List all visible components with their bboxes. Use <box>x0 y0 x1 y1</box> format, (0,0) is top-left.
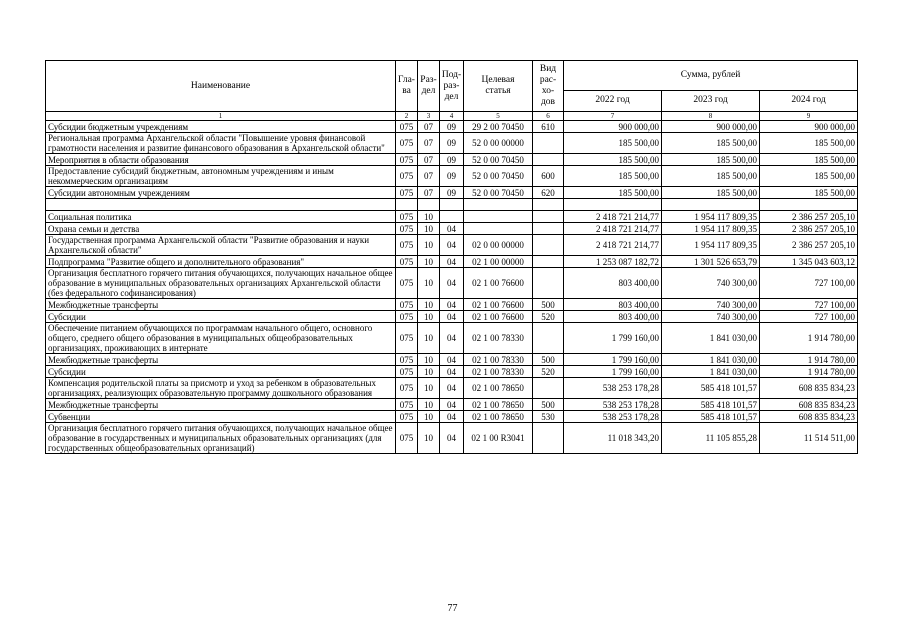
cell-name: Межбюджетные трансферты <box>46 299 396 311</box>
cell-sum-2023: 1 954 117 809,35 <box>662 223 760 235</box>
cell-sum-2022: 538 253 178,28 <box>564 378 662 399</box>
cell-podrazdel <box>440 211 464 223</box>
cell-razdel: 10 <box>418 235 440 256</box>
cell-sum-2022: 803 400,00 <box>564 311 662 323</box>
cell-vid: 500 <box>533 299 564 311</box>
cell-name: Субвенции <box>46 411 396 423</box>
cell-podrazdel: 04 <box>440 223 464 235</box>
cell-sum-2023: 585 418 101,57 <box>662 378 760 399</box>
cell-sum-2024: 1 345 043 603,12 <box>760 256 858 268</box>
cell-vid <box>533 211 564 223</box>
cell-sum-2023: 185 500,00 <box>662 154 760 166</box>
cell-sum-2022: 900 000,00 <box>564 121 662 133</box>
cell-article: 52 0 00 70450 <box>464 166 533 187</box>
cell-article: 02 1 00 76600 <box>464 268 533 299</box>
cell-sum-2023: 585 418 101,57 <box>662 411 760 423</box>
cell-podrazdel: 04 <box>440 423 464 454</box>
header-glava: Гла- ва <box>396 61 418 112</box>
cell-vid <box>533 323 564 354</box>
cell-article: 52 0 00 70450 <box>464 187 533 199</box>
cell-name: Обеспечение питанием обучающихся по программам начального общего, основного общего, среднего общего образования в муниципальных общеобразовательных организациях, проживающих в интернате <box>46 323 396 354</box>
table-row <box>46 366 858 378</box>
cell-article: 02 1 00 78650 <box>464 378 533 399</box>
cell-vid: 530 <box>533 411 564 423</box>
cell-podrazdel: 04 <box>440 378 464 399</box>
cell-sum-2024: 608 835 834,23 <box>760 411 858 423</box>
table-row <box>46 399 858 411</box>
cell-vid: 520 <box>533 311 564 323</box>
cell-sum-2024: 185 500,00 <box>760 187 858 199</box>
budget-table <box>45 60 858 454</box>
cell-glava: 075 <box>396 268 418 299</box>
cell-name: Организация бесплатного горячего питания обучающихся, получающих начальное общее образование в государственных и муниципальных образовательных организациях (для государственных общеобразовательных организаций) <box>46 423 396 454</box>
cell-vid <box>533 133 564 154</box>
cell-podrazdel: 04 <box>440 235 464 256</box>
cell-sum-2024: 727 100,00 <box>760 299 858 311</box>
cell-razdel: 10 <box>418 323 440 354</box>
cell-glava: 075 <box>396 299 418 311</box>
cell-sum-2023: 1 841 030,00 <box>662 366 760 378</box>
header-podrazdel: Под- раз- дел <box>440 61 464 112</box>
cell-article <box>464 223 533 235</box>
cell-vid <box>533 223 564 235</box>
cell-sum-2022: 1 253 087 182,72 <box>564 256 662 268</box>
cell-vid <box>533 268 564 299</box>
cell-razdel: 10 <box>418 378 440 399</box>
cell-sum-2024: 2 386 257 205,10 <box>760 211 858 223</box>
table-row <box>46 378 858 399</box>
cell-sum-2023: 1 841 030,00 <box>662 323 760 354</box>
cell-glava: 075 <box>396 256 418 268</box>
cell-sum-2022: 1 799 160,00 <box>564 366 662 378</box>
cell-name: Субсидии <box>46 366 396 378</box>
cell-name: Организация бесплатного горячего питания обучающихся, получающих начальное общее образование в муниципальных образовательных организациях Архангельской области (без федерального софинансирования) <box>46 268 396 299</box>
cell-article: 02 1 00 78330 <box>464 323 533 354</box>
cell-sum-2023: 185 500,00 <box>662 166 760 187</box>
cell-glava: 075 <box>396 121 418 133</box>
cell-glava: 075 <box>396 166 418 187</box>
table-row <box>46 223 858 235</box>
cell-sum-2022: 2 418 721 214,77 <box>564 223 662 235</box>
cell-podrazdel: 04 <box>440 411 464 423</box>
cell-name: Компенсация родительской платы за присмотр и уход за ребенком в образовательных организациях, реализующих образовательную программу дошкольного образования <box>46 378 396 399</box>
header-name: Наименование <box>46 61 396 112</box>
cell-sum-2024: 727 100,00 <box>760 311 858 323</box>
header-vid: Вид рас- хо- дов <box>533 61 564 112</box>
cell-name: Охрана семьи и детства <box>46 223 396 235</box>
table-row <box>46 211 858 223</box>
cell-razdel: 10 <box>418 399 440 411</box>
cell-sum-2024: 185 500,00 <box>760 133 858 154</box>
cell-podrazdel: 04 <box>440 311 464 323</box>
cell-glava: 075 <box>396 223 418 235</box>
cell-sum-2022: 1 799 160,00 <box>564 354 662 366</box>
header-year-2024: 2024 год <box>760 90 858 111</box>
cell-glava: 075 <box>396 411 418 423</box>
cell-podrazdel: 09 <box>440 121 464 133</box>
cell-sum-2024: 185 500,00 <box>760 154 858 166</box>
cell-name: Социальная политика <box>46 211 396 223</box>
cell-sum-2023: 185 500,00 <box>662 187 760 199</box>
cell-vid: 500 <box>533 399 564 411</box>
col-num: 3 <box>418 112 440 121</box>
cell-podrazdel: 04 <box>440 256 464 268</box>
cell-name: Подпрограмма "Развитие общего и дополнительного образования" <box>46 256 396 268</box>
cell-sum-2022: 2 418 721 214,77 <box>564 211 662 223</box>
cell-glava: 075 <box>396 211 418 223</box>
cell-sum-2022: 1 799 160,00 <box>564 323 662 354</box>
col-num: 5 <box>464 112 533 121</box>
cell-sum-2023: 11 105 855,28 <box>662 423 760 454</box>
cell-podrazdel: 09 <box>440 154 464 166</box>
cell-vid <box>533 378 564 399</box>
cell-name: Межбюджетные трансферты <box>46 354 396 366</box>
col-num: 6 <box>533 112 564 121</box>
cell-article <box>464 211 533 223</box>
cell-podrazdel: 04 <box>440 354 464 366</box>
cell-sum-2024: 608 835 834,23 <box>760 399 858 411</box>
cell-sum-2024: 2 386 257 205,10 <box>760 235 858 256</box>
cell-sum-2022 <box>564 199 662 211</box>
header-sum: Сумма, рублей <box>564 61 858 91</box>
header-article: Целевая статья <box>464 61 533 112</box>
cell-article: 02 1 00 R3041 <box>464 423 533 454</box>
cell-article: 29 2 00 70450 <box>464 121 533 133</box>
cell-article: 02 1 00 78330 <box>464 354 533 366</box>
cell-razdel: 07 <box>418 133 440 154</box>
cell-razdel: 10 <box>418 268 440 299</box>
cell-razdel: 07 <box>418 121 440 133</box>
cell-glava: 075 <box>396 423 418 454</box>
cell-glava: 075 <box>396 235 418 256</box>
cell-razdel: 10 <box>418 354 440 366</box>
cell-sum-2024: 2 386 257 205,10 <box>760 223 858 235</box>
cell-sum-2022: 185 500,00 <box>564 154 662 166</box>
col-num: 2 <box>396 112 418 121</box>
cell-glava: 075 <box>396 399 418 411</box>
cell-glava: 075 <box>396 311 418 323</box>
cell-sum-2022: 11 018 343,20 <box>564 423 662 454</box>
cell-razdel: 10 <box>418 311 440 323</box>
cell-sum-2024 <box>760 199 858 211</box>
cell-name: Государственная программа Архангельской области "Развитие образования и науки Архангельской области" <box>46 235 396 256</box>
cell-sum-2023: 740 300,00 <box>662 311 760 323</box>
cell-glava: 075 <box>396 354 418 366</box>
cell-sum-2022: 803 400,00 <box>564 268 662 299</box>
cell-podrazdel <box>440 199 464 211</box>
header-year-2023: 2023 год <box>662 90 760 111</box>
cell-glava: 075 <box>396 378 418 399</box>
cell-article: 02 1 00 76600 <box>464 311 533 323</box>
cell-sum-2023: 1 841 030,00 <box>662 354 760 366</box>
table-row <box>46 299 858 311</box>
header-year-2022: 2022 год <box>564 90 662 111</box>
cell-sum-2022: 185 500,00 <box>564 187 662 199</box>
cell-vid <box>533 154 564 166</box>
cell-sum-2024: 1 914 780,00 <box>760 354 858 366</box>
cell-sum-2024: 727 100,00 <box>760 268 858 299</box>
header-row-1 <box>46 61 858 91</box>
table-row <box>46 311 858 323</box>
cell-name: Субсидии <box>46 311 396 323</box>
table-row <box>46 411 858 423</box>
cell-article: 02 1 00 78650 <box>464 411 533 423</box>
cell-sum-2022: 2 418 721 214,77 <box>564 235 662 256</box>
cell-podrazdel: 04 <box>440 323 464 354</box>
cell-sum-2022: 538 253 178,28 <box>564 411 662 423</box>
cell-sum-2023: 185 500,00 <box>662 133 760 154</box>
cell-article: 02 0 00 00000 <box>464 235 533 256</box>
cell-vid: 520 <box>533 366 564 378</box>
cell-razdel: 10 <box>418 211 440 223</box>
cell-glava <box>396 199 418 211</box>
table-row <box>46 235 858 256</box>
cell-sum-2024: 608 835 834,23 <box>760 378 858 399</box>
col-num: 4 <box>440 112 464 121</box>
table-row <box>46 268 858 299</box>
cell-glava: 075 <box>396 366 418 378</box>
cell-name: Субсидии бюджетным учреждениям <box>46 121 396 133</box>
cell-article: 52 0 00 00000 <box>464 133 533 154</box>
cell-article: 02 1 00 78330 <box>464 366 533 378</box>
cell-name: Предоставление субсидий бюджетным, автономным учреждениям и иным некоммерческим организациям <box>46 166 396 187</box>
cell-podrazdel: 09 <box>440 133 464 154</box>
cell-sum-2022: 185 500,00 <box>564 133 662 154</box>
cell-glava: 075 <box>396 133 418 154</box>
col-num: 8 <box>662 112 760 121</box>
cell-article: 02 1 00 00000 <box>464 256 533 268</box>
cell-vid: 610 <box>533 121 564 133</box>
cell-vid <box>533 256 564 268</box>
cell-vid: 600 <box>533 166 564 187</box>
table-row <box>46 133 858 154</box>
cell-vid <box>533 423 564 454</box>
column-number-row <box>46 112 858 121</box>
table-row <box>46 423 858 454</box>
cell-razdel: 10 <box>418 411 440 423</box>
cell-glava: 075 <box>396 154 418 166</box>
cell-vid <box>533 235 564 256</box>
table-row <box>46 199 858 211</box>
cell-sum-2023: 900 000,00 <box>662 121 760 133</box>
cell-razdel: 07 <box>418 187 440 199</box>
cell-sum-2022: 185 500,00 <box>564 166 662 187</box>
cell-name: Региональная программа Архангельской области "Повышение уровня финансовой грамотности населения и развитие финансового образования в Архангельской области" <box>46 133 396 154</box>
cell-sum-2023: 1 954 117 809,35 <box>662 211 760 223</box>
cell-article <box>464 199 533 211</box>
page-number: 77 <box>447 603 458 614</box>
cell-razdel: 10 <box>418 366 440 378</box>
header-razdel: Раз- дел <box>418 61 440 112</box>
cell-sum-2024: 900 000,00 <box>760 121 858 133</box>
cell-glava: 075 <box>396 187 418 199</box>
cell-razdel: 10 <box>418 423 440 454</box>
cell-name: Субсидии автономным учреждениям <box>46 187 396 199</box>
cell-razdel: 07 <box>418 154 440 166</box>
cell-sum-2022: 803 400,00 <box>564 299 662 311</box>
cell-article: 52 0 00 70450 <box>464 154 533 166</box>
cell-name: Межбюджетные трансферты <box>46 399 396 411</box>
cell-name: Мероприятия в области образования <box>46 154 396 166</box>
cell-sum-2024: 1 914 780,00 <box>760 366 858 378</box>
cell-razdel: 10 <box>418 223 440 235</box>
col-num: 9 <box>760 112 858 121</box>
cell-sum-2024: 185 500,00 <box>760 166 858 187</box>
table-row <box>46 121 858 133</box>
table-row <box>46 323 858 354</box>
table-body <box>46 121 858 454</box>
cell-razdel: 10 <box>418 256 440 268</box>
col-num: 1 <box>46 112 396 121</box>
cell-sum-2023: 1 954 117 809,35 <box>662 235 760 256</box>
cell-sum-2023: 1 301 526 653,79 <box>662 256 760 268</box>
table-row <box>46 354 858 366</box>
cell-sum-2022: 538 253 178,28 <box>564 399 662 411</box>
cell-razdel: 07 <box>418 166 440 187</box>
cell-sum-2024: 11 514 511,00 <box>760 423 858 454</box>
cell-sum-2023: 740 300,00 <box>662 268 760 299</box>
cell-glava: 075 <box>396 323 418 354</box>
table-row <box>46 154 858 166</box>
col-num: 7 <box>564 112 662 121</box>
table-row <box>46 166 858 187</box>
cell-sum-2023: 740 300,00 <box>662 299 760 311</box>
cell-name <box>46 199 396 211</box>
cell-podrazdel: 04 <box>440 299 464 311</box>
cell-article: 02 1 00 78650 <box>464 399 533 411</box>
cell-vid <box>533 199 564 211</box>
cell-vid: 620 <box>533 187 564 199</box>
cell-podrazdel: 09 <box>440 166 464 187</box>
cell-razdel <box>418 199 440 211</box>
cell-podrazdel: 09 <box>440 187 464 199</box>
cell-vid: 500 <box>533 354 564 366</box>
cell-razdel: 10 <box>418 299 440 311</box>
cell-podrazdel: 04 <box>440 366 464 378</box>
table-row <box>46 256 858 268</box>
cell-sum-2023 <box>662 199 760 211</box>
table-row <box>46 187 858 199</box>
cell-podrazdel: 04 <box>440 268 464 299</box>
cell-sum-2023: 585 418 101,57 <box>662 399 760 411</box>
cell-article: 02 1 00 76600 <box>464 299 533 311</box>
cell-sum-2024: 1 914 780,00 <box>760 323 858 354</box>
cell-podrazdel: 04 <box>440 399 464 411</box>
document-page <box>45 60 857 454</box>
